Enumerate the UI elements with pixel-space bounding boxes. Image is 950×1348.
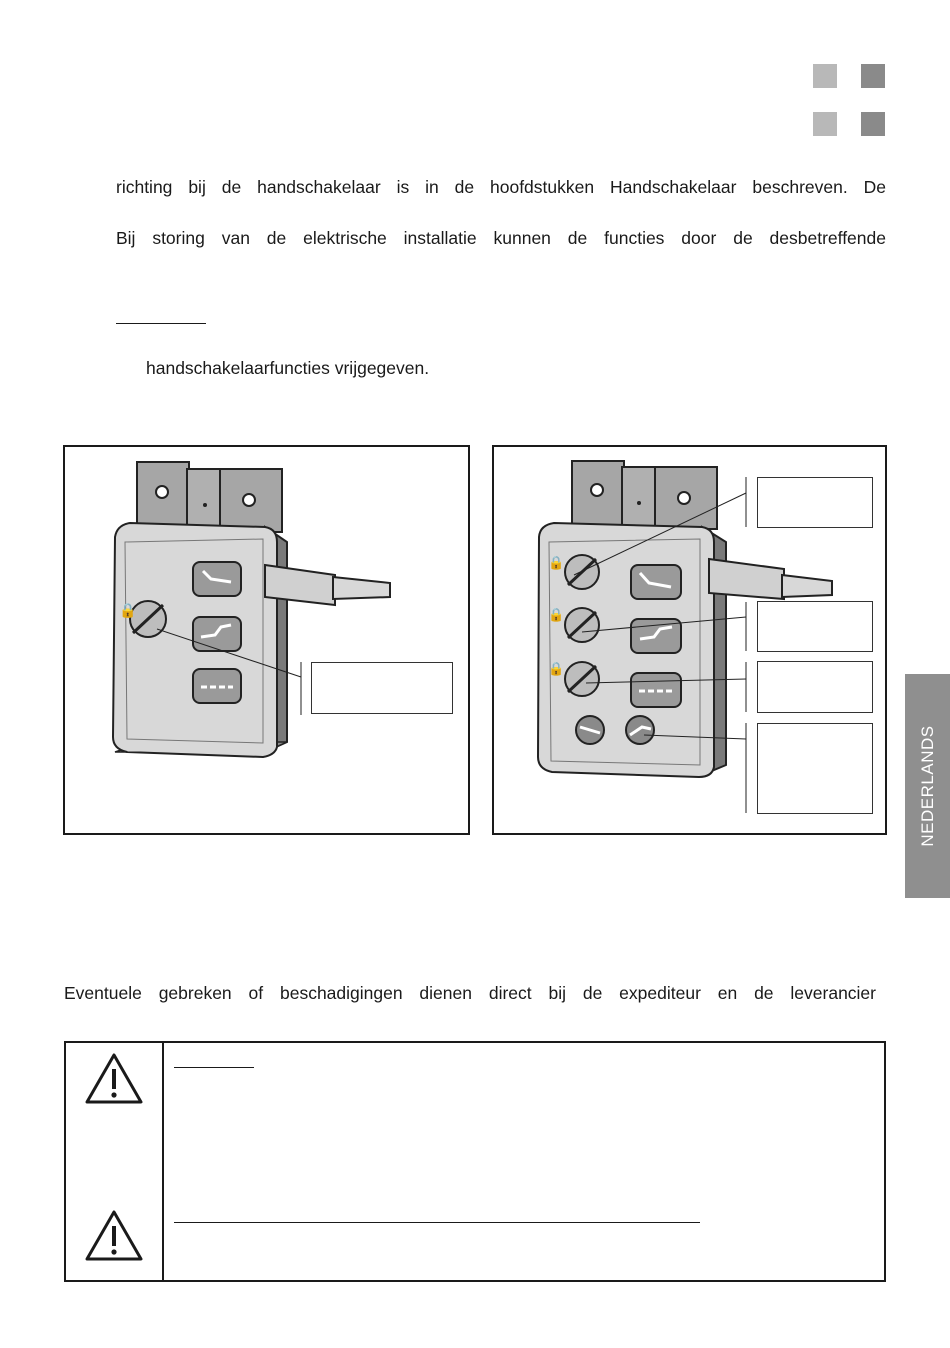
- language-side-tab-label: NEDERLANDS: [917, 725, 937, 847]
- warning-box-divider: [162, 1043, 164, 1280]
- figure-right-callout-box-3: [757, 661, 873, 713]
- figure-right-callout-box-1: [757, 477, 873, 528]
- warning-box: [64, 1041, 886, 1282]
- corner-square-2: [861, 64, 885, 88]
- body-text-line-4: Eventuele gebreken of beschadigingen dienen direct bij de expediteur en de leverancier: [64, 983, 876, 1003]
- svg-text:🔒: 🔒: [119, 603, 137, 619]
- body-text-line-3: handschakelaarfuncties vrijgegeven.: [146, 358, 430, 378]
- figure-right-callout-box-4: [757, 723, 873, 814]
- handswitch-single-key-icon: [65, 447, 468, 833]
- warning-heading-underline-2: [174, 1222, 700, 1223]
- body-text-line-1: richting bij de handschakelaar is in de hoofdstukken Handschakelaar beschreven. De: [116, 177, 886, 197]
- figure-single-key-handswitch: [63, 445, 470, 835]
- warning-triangle-icon: [83, 1051, 145, 1107]
- warning-triangle-icon: [83, 1208, 145, 1264]
- svg-text:🔒: 🔒: [548, 608, 565, 623]
- heading-underline: [116, 323, 206, 324]
- corner-square-1: [813, 64, 837, 88]
- corner-square-4: [861, 112, 885, 136]
- warning-heading-underline-1: [174, 1067, 254, 1068]
- svg-text:🔒: 🔒: [548, 556, 565, 571]
- corner-square-3: [813, 112, 837, 136]
- figure-right-callout-box-2: [757, 601, 873, 652]
- figure-three-key-handswitch: [492, 445, 887, 835]
- body-text-line-2: Bij storing van de elektrische installatie kunnen de functies door de desbetreffende: [116, 228, 886, 248]
- svg-text:🔒: 🔒: [548, 662, 565, 677]
- figure-left-callout-box: [311, 662, 453, 714]
- language-side-tab: [905, 674, 950, 898]
